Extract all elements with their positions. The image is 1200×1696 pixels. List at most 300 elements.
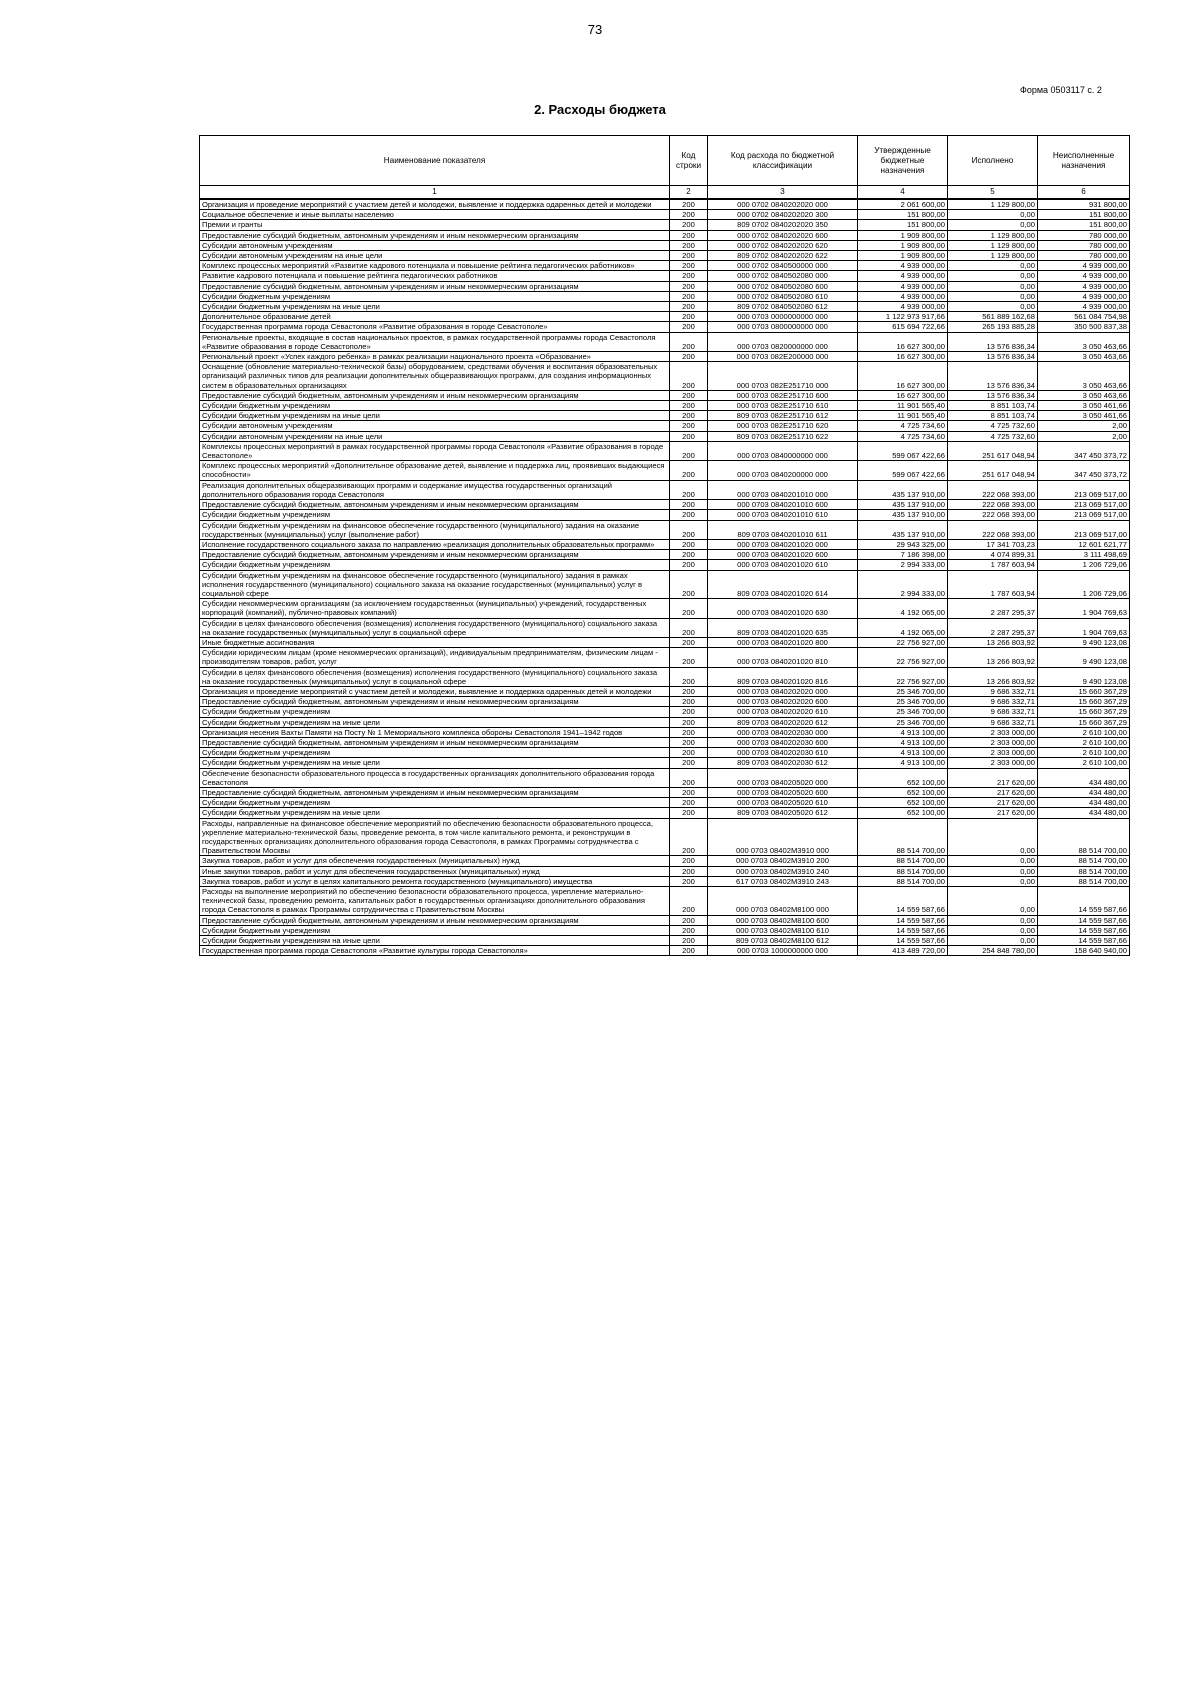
approved-amount-cell: 7 186 398,00: [858, 550, 948, 560]
executed-amount-cell: 2 303 000,00: [948, 758, 1038, 768]
executed-amount-cell: 0,00: [948, 271, 1038, 281]
line-code-cell: 200: [670, 441, 708, 460]
table-row: [200, 461, 1130, 480]
line-code-cell: 200: [670, 312, 708, 322]
unexecuted-amount-cell: 1 904 769,63: [1038, 599, 1130, 618]
classification-code-cell: 000 0703 0000000000 000: [708, 312, 858, 322]
approved-amount-cell: 435 137 910,00: [858, 480, 948, 499]
indicator-name-cell: Субсидии в целях финансового обеспечения (возмещения) исполнения государственного (муниципального) социального заказа на оказание государственных (муниципальных) услуг в социальной сфере: [200, 618, 670, 637]
unexecuted-amount-cell: 1 206 729,06: [1038, 570, 1130, 599]
unexecuted-amount-cell: 4 939 000,00: [1038, 281, 1130, 291]
table-row: [200, 798, 1130, 808]
line-code-cell: 200: [670, 352, 708, 362]
unexecuted-amount-cell: 12 601 621,77: [1038, 539, 1130, 549]
executed-amount-cell: 217 620,00: [948, 808, 1038, 818]
line-code-cell: 200: [670, 220, 708, 230]
table-row: [200, 312, 1130, 322]
executed-amount-cell: 0,00: [948, 302, 1038, 312]
unexecuted-amount-cell: 3 050 463,66: [1038, 352, 1130, 362]
classification-code-cell: 000 0703 0840201020 630: [708, 599, 858, 618]
indicator-name-cell: Субсидии бюджетным учреждениям на иные цели: [200, 302, 670, 312]
line-code-cell: 200: [670, 915, 708, 925]
unexecuted-amount-cell: 151 800,00: [1038, 220, 1130, 230]
executed-amount-cell: 1 787 603,94: [948, 560, 1038, 570]
classification-code-cell: 000 0702 0840202020 000: [708, 199, 858, 210]
executed-amount-cell: 9 686 332,71: [948, 707, 1038, 717]
unexecuted-amount-cell: 2 610 100,00: [1038, 727, 1130, 737]
column-number: 6: [1038, 186, 1130, 200]
unexecuted-amount-cell: 2 610 100,00: [1038, 758, 1130, 768]
classification-code-cell: 000 0703 0840202030 610: [708, 748, 858, 758]
line-code-cell: 200: [670, 230, 708, 240]
table-row: [200, 717, 1130, 727]
classification-code-cell: 000 0703 0840201010 600: [708, 500, 858, 510]
table-row: [200, 648, 1130, 667]
classification-code-cell: 000 0703 0840202030 000: [708, 727, 858, 737]
classification-code-cell: 809 0702 0840202020 350: [708, 220, 858, 230]
page-number: 73: [587, 22, 603, 37]
approved-amount-cell: 88 514 700,00: [858, 856, 948, 866]
executed-amount-cell: 561 889 162,68: [948, 312, 1038, 322]
approved-amount-cell: 435 137 910,00: [858, 520, 948, 539]
table-row: [200, 390, 1130, 400]
executed-amount-cell: 2 287 295,37: [948, 599, 1038, 618]
table-row: [200, 539, 1130, 549]
classification-code-cell: 000 0703 0840000000 000: [708, 441, 858, 460]
unexecuted-amount-cell: 347 450 373,72: [1038, 461, 1130, 480]
indicator-name-cell: Предоставление субсидий бюджетным, автономным учреждениям и иным некоммерческим организациям: [200, 230, 670, 240]
table-row: [200, 421, 1130, 431]
unexecuted-amount-cell: 931 800,00: [1038, 199, 1130, 210]
line-code-cell: 200: [670, 322, 708, 332]
line-code-cell: 200: [670, 697, 708, 707]
indicator-name-cell: Субсидии бюджетным учреждениям на иные цели: [200, 808, 670, 818]
line-code-cell: 200: [670, 808, 708, 818]
executed-amount-cell: 0,00: [948, 887, 1038, 916]
approved-amount-cell: 435 137 910,00: [858, 500, 948, 510]
unexecuted-amount-cell: 213 069 517,00: [1038, 500, 1130, 510]
executed-amount-cell: 2 303 000,00: [948, 748, 1038, 758]
indicator-name-cell: Закупка товаров, работ и услуг в целях капитального ремонта государственного (муниципального) имущества: [200, 876, 670, 886]
classification-code-cell: 000 0703 0840205020 600: [708, 787, 858, 797]
executed-amount-cell: 9 686 332,71: [948, 686, 1038, 696]
classification-code-cell: 000 0703 08402M3910 240: [708, 866, 858, 876]
unexecuted-amount-cell: 434 480,00: [1038, 768, 1130, 787]
approved-amount-cell: 11 901 565,40: [858, 411, 948, 421]
executed-amount-cell: 17 341 703,23: [948, 539, 1038, 549]
approved-amount-cell: 599 067 422,66: [858, 441, 948, 460]
executed-amount-cell: 254 848 780,00: [948, 946, 1038, 956]
unexecuted-amount-cell: 3 050 463,66: [1038, 362, 1130, 391]
executed-amount-cell: 0,00: [948, 936, 1038, 946]
approved-amount-cell: 29 943 325,00: [858, 539, 948, 549]
classification-code-cell: 000 0703 0840205020 000: [708, 768, 858, 787]
classification-code-cell: 000 0702 0840502080 610: [708, 291, 858, 301]
executed-amount-cell: 2 303 000,00: [948, 727, 1038, 737]
classification-code-cell: 809 0703 0840201020 635: [708, 618, 858, 637]
line-code-cell: 200: [670, 510, 708, 520]
classification-code-cell: 000 0703 08402M8100 000: [708, 887, 858, 916]
table-row: [200, 856, 1130, 866]
approved-amount-cell: 652 100,00: [858, 787, 948, 797]
approved-amount-cell: 2 994 333,00: [858, 570, 948, 599]
executed-amount-cell: 222 068 393,00: [948, 510, 1038, 520]
column-number: 2: [670, 186, 708, 200]
line-code-cell: 200: [670, 768, 708, 787]
unexecuted-amount-cell: 3 050 461,66: [1038, 401, 1130, 411]
unexecuted-amount-cell: 780 000,00: [1038, 251, 1130, 261]
approved-amount-cell: 14 559 587,66: [858, 925, 948, 935]
unexecuted-amount-cell: 780 000,00: [1038, 230, 1130, 240]
classification-code-cell: 000 0703 082E200000 000: [708, 352, 858, 362]
executed-amount-cell: 13 576 836,34: [948, 390, 1038, 400]
header-approved: Утвержденные бюджетные назначения: [858, 136, 948, 186]
unexecuted-amount-cell: 350 500 837,38: [1038, 322, 1130, 332]
table-row: [200, 925, 1130, 935]
indicator-name-cell: Субсидии бюджетным учреждениям на финансовое обеспечение государственного (муниципального) задания на оказание государственных (муниципальных) услуг (выполнение работ): [200, 520, 670, 539]
table-row: [200, 500, 1130, 510]
line-code-cell: 200: [670, 787, 708, 797]
line-code-cell: 200: [670, 637, 708, 647]
line-code-cell: 200: [670, 240, 708, 250]
classification-code-cell: 809 0703 0840202030 612: [708, 758, 858, 768]
line-code-cell: 200: [670, 946, 708, 956]
table-row: [200, 520, 1130, 539]
executed-amount-cell: 0,00: [948, 818, 1038, 856]
unexecuted-amount-cell: 4 939 000,00: [1038, 261, 1130, 271]
header-budget-classification: Код расхода по бюджетной классификации: [708, 136, 858, 186]
classification-code-cell: 809 0703 0840201020 816: [708, 667, 858, 686]
unexecuted-amount-cell: 4 939 000,00: [1038, 271, 1130, 281]
approved-amount-cell: 2 994 333,00: [858, 560, 948, 570]
indicator-name-cell: Оснащение (обновление материально-технической базы) оборудованием, средствами обучения и воспитания образовательных организаций различных типов для реализации дополнительных общеразвивающих программ, для создания информационных систем в образовательных организациях: [200, 362, 670, 391]
classification-code-cell: 000 0703 08402M3910 200: [708, 856, 858, 866]
classification-code-cell: 000 0703 0840202020 600: [708, 697, 858, 707]
approved-amount-cell: 14 559 587,66: [858, 887, 948, 916]
line-code-cell: 200: [670, 500, 708, 510]
table-row: [200, 251, 1130, 261]
indicator-name-cell: Субсидии в целях финансового обеспечения (возмещения) исполнения государственного (муниципального) социального заказа на оказание государственных (муниципальных) услуг в социальной сфере: [200, 667, 670, 686]
classification-code-cell: 809 0703 0840201010 611: [708, 520, 858, 539]
indicator-name-cell: Комплекс процессных мероприятий «Дополнительное образование детей, выявление и поддержка лиц, проявивших выдающиеся способности»: [200, 461, 670, 480]
executed-amount-cell: 217 620,00: [948, 787, 1038, 797]
executed-amount-cell: 0,00: [948, 261, 1038, 271]
executed-amount-cell: 222 068 393,00: [948, 500, 1038, 510]
indicator-name-cell: Предоставление субсидий бюджетным, автономным учреждениям и иным некоммерческим организациям: [200, 737, 670, 747]
executed-amount-cell: 4 074 899,31: [948, 550, 1038, 560]
table-row: [200, 560, 1130, 570]
classification-code-cell: 000 0703 08402M8100 610: [708, 925, 858, 935]
line-code-cell: 200: [670, 866, 708, 876]
approved-amount-cell: 435 137 910,00: [858, 510, 948, 520]
table-row: [200, 441, 1130, 460]
indicator-name-cell: Субсидии бюджетным учреждениям на иные цели: [200, 936, 670, 946]
approved-amount-cell: 599 067 422,66: [858, 461, 948, 480]
line-code-cell: 200: [670, 758, 708, 768]
executed-amount-cell: 1 787 603,94: [948, 570, 1038, 599]
approved-amount-cell: 25 346 700,00: [858, 717, 948, 727]
approved-amount-cell: 4 913 100,00: [858, 748, 948, 758]
expenses-table: [199, 135, 1130, 956]
table-row: [200, 697, 1130, 707]
classification-code-cell: 000 0703 0840201010 610: [708, 510, 858, 520]
indicator-name-cell: Предоставление субсидий бюджетным, автономным учреждениям и иным некоммерческим организациям: [200, 550, 670, 560]
approved-amount-cell: 151 800,00: [858, 220, 948, 230]
line-code-cell: 200: [670, 431, 708, 441]
unexecuted-amount-cell: 3 050 461,66: [1038, 411, 1130, 421]
classification-code-cell: 809 0703 0840202020 612: [708, 717, 858, 727]
line-code-cell: 200: [670, 727, 708, 737]
indicator-name-cell: Субсидии бюджетным учреждениям на иные цели: [200, 411, 670, 421]
indicator-name-cell: Субсидии бюджетным учреждениям: [200, 401, 670, 411]
classification-code-cell: 000 0703 0840202020 000: [708, 686, 858, 696]
executed-amount-cell: 2 303 000,00: [948, 737, 1038, 747]
indicator-name-cell: Расходы, направленные на финансовое обеспечение мероприятий по обеспечению безопасности образовательного процесса, укрепление материально-технической базы, проведение ремонта, в том числе капитального ремонта, и реконструкции в государственных организациях дополнительного образования города Севастополя, в рамках Программы сотрудничества с Правительством Москвы: [200, 818, 670, 856]
approved-amount-cell: 151 800,00: [858, 210, 948, 220]
table-row: [200, 431, 1130, 441]
approved-amount-cell: 4 939 000,00: [858, 271, 948, 281]
approved-amount-cell: 4 192 065,00: [858, 618, 948, 637]
header-executed: Исполнено: [948, 136, 1038, 186]
line-code-cell: 200: [670, 925, 708, 935]
line-code-cell: 200: [670, 362, 708, 391]
classification-code-cell: 809 0703 0840205020 612: [708, 808, 858, 818]
approved-amount-cell: 4 725 734,60: [858, 421, 948, 431]
line-code-cell: 200: [670, 876, 708, 886]
column-number-row: [200, 186, 1130, 200]
line-code-cell: 200: [670, 856, 708, 866]
executed-amount-cell: 13 266 803,92: [948, 637, 1038, 647]
indicator-name-cell: Субсидии автономным учреждениям: [200, 240, 670, 250]
classification-code-cell: 000 0703 0840205020 610: [708, 798, 858, 808]
unexecuted-amount-cell: 1 206 729,06: [1038, 560, 1130, 570]
indicator-name-cell: Предоставление субсидий бюджетным, автономным учреждениям и иным некоммерческим организациям: [200, 281, 670, 291]
line-code-cell: 200: [670, 421, 708, 431]
table-row: [200, 362, 1130, 391]
table-row: [200, 230, 1130, 240]
executed-amount-cell: 0,00: [948, 876, 1038, 886]
unexecuted-amount-cell: 14 559 587,66: [1038, 887, 1130, 916]
table-row: [200, 618, 1130, 637]
executed-amount-cell: 13 266 803,92: [948, 667, 1038, 686]
line-code-cell: 200: [670, 550, 708, 560]
indicator-name-cell: Государственная программа города Севастополя «Развитие образования в городе Севастополе»: [200, 322, 670, 332]
executed-amount-cell: 13 266 803,92: [948, 648, 1038, 667]
executed-amount-cell: 8 851 103,74: [948, 401, 1038, 411]
indicator-name-cell: Организация несения Вахты Памяти на Посту № 1 Мемориального комплекса обороны Севастополя 1941–1942 годов: [200, 727, 670, 737]
indicator-name-cell: Дополнительное образование детей: [200, 312, 670, 322]
indicator-name-cell: Предоставление субсидий бюджетным, автономным учреждениям и иным некоммерческим организациям: [200, 500, 670, 510]
unexecuted-amount-cell: 14 559 587,66: [1038, 925, 1130, 935]
line-code-cell: 200: [670, 261, 708, 271]
unexecuted-amount-cell: 88 514 700,00: [1038, 818, 1130, 856]
classification-code-cell: 000 0703 0840201020 610: [708, 560, 858, 570]
header-indicator-name: Наименование показателя: [200, 136, 670, 186]
indicator-name-cell: Обеспечение безопасности образовательного процесса в государственных организациях дополнительного образования города Севастополя: [200, 768, 670, 787]
classification-code-cell: 000 0703 0840202030 600: [708, 737, 858, 747]
executed-amount-cell: 2 287 295,37: [948, 618, 1038, 637]
classification-code-cell: 000 0703 0840201020 810: [708, 648, 858, 667]
column-number: 5: [948, 186, 1038, 200]
classification-code-cell: 000 0703 0840200000 000: [708, 461, 858, 480]
approved-amount-cell: 25 346 700,00: [858, 686, 948, 696]
approved-amount-cell: 14 559 587,66: [858, 915, 948, 925]
approved-amount-cell: 22 756 927,00: [858, 667, 948, 686]
indicator-name-cell: Региональные проекты, входящие в состав национальных проектов, в рамках государственной программы города Севастополя «Развитие образования в городе Севастополе»: [200, 332, 670, 351]
table-row: [200, 768, 1130, 787]
indicator-name-cell: Предоставление субсидий бюджетным, автономным учреждениям и иным некоммерческим организациям: [200, 915, 670, 925]
unexecuted-amount-cell: 213 069 517,00: [1038, 510, 1130, 520]
line-code-cell: 200: [670, 798, 708, 808]
line-code-cell: 200: [670, 748, 708, 758]
approved-amount-cell: 4 913 100,00: [858, 727, 948, 737]
indicator-name-cell: Иные бюджетные ассигнования: [200, 637, 670, 647]
approved-amount-cell: 22 756 927,00: [858, 648, 948, 667]
indicator-name-cell: Исполнение государственного социального заказа по направлению «реализация дополнительных образовательных программ»: [200, 539, 670, 549]
indicator-name-cell: Иные закупки товаров, работ и услуг для обеспечения государственных (муниципальных) нужд: [200, 866, 670, 876]
executed-amount-cell: 13 576 836,34: [948, 352, 1038, 362]
classification-code-cell: 000 0703 1000000000 000: [708, 946, 858, 956]
approved-amount-cell: 4 939 000,00: [858, 281, 948, 291]
table-row: [200, 322, 1130, 332]
table-row: [200, 686, 1130, 696]
table-row: [200, 876, 1130, 886]
table-row: [200, 261, 1130, 271]
form-code: Форма 0503117 с. 2: [1020, 85, 1102, 95]
classification-code-cell: 000 0703 0840201020 800: [708, 637, 858, 647]
line-code-cell: 200: [670, 717, 708, 727]
column-number: 3: [708, 186, 858, 200]
table-row: [200, 401, 1130, 411]
indicator-name-cell: Субсидии бюджетным учреждениям: [200, 748, 670, 758]
line-code-cell: 200: [670, 887, 708, 916]
executed-amount-cell: 9 686 332,71: [948, 717, 1038, 727]
executed-amount-cell: 251 617 048,94: [948, 461, 1038, 480]
table-row: [200, 411, 1130, 421]
unexecuted-amount-cell: 9 490 123,08: [1038, 667, 1130, 686]
classification-code-cell: 000 0703 082E251710 620: [708, 421, 858, 431]
executed-amount-cell: 1 129 800,00: [948, 251, 1038, 261]
executed-amount-cell: 13 576 836,34: [948, 332, 1038, 351]
table-row: [200, 352, 1130, 362]
table-row: [200, 946, 1130, 956]
indicator-name-cell: Субсидии бюджетным учреждениям на иные цели: [200, 717, 670, 727]
unexecuted-amount-cell: 2,00: [1038, 431, 1130, 441]
unexecuted-amount-cell: 434 480,00: [1038, 798, 1130, 808]
line-code-cell: 200: [670, 667, 708, 686]
table-row: [200, 637, 1130, 647]
classification-code-cell: 000 0703 0820000000 000: [708, 332, 858, 351]
unexecuted-amount-cell: 2,00: [1038, 421, 1130, 431]
classification-code-cell: 000 0702 0840500000 000: [708, 261, 858, 271]
table-row: [200, 727, 1130, 737]
executed-amount-cell: 4 725 732,60: [948, 421, 1038, 431]
unexecuted-amount-cell: 434 480,00: [1038, 808, 1130, 818]
table-row: [200, 291, 1130, 301]
indicator-name-cell: Субсидии бюджетным учреждениям: [200, 925, 670, 935]
line-code-cell: 200: [670, 818, 708, 856]
line-code-cell: 200: [670, 461, 708, 480]
table-row: [200, 866, 1130, 876]
table-row: [200, 302, 1130, 312]
table-row: [200, 667, 1130, 686]
table-row: [200, 220, 1130, 230]
line-code-cell: 200: [670, 737, 708, 747]
line-code-cell: 200: [670, 332, 708, 351]
unexecuted-amount-cell: 88 514 700,00: [1038, 856, 1130, 866]
indicator-name-cell: Реализация дополнительных общеразвивающих программ и содержание имущества государственных организаций дополнительного образования города Севастополя: [200, 480, 670, 499]
table-row: [200, 915, 1130, 925]
classification-code-cell: 000 0703 0800000000 000: [708, 322, 858, 332]
table-row: [200, 510, 1130, 520]
indicator-name-cell: Комплексы процессных мероприятий в рамках государственной программы города Севастополя «Развитие образования в городе Севастополе»: [200, 441, 670, 460]
approved-amount-cell: 615 694 722,66: [858, 322, 948, 332]
unexecuted-amount-cell: 561 084 754,98: [1038, 312, 1130, 322]
executed-amount-cell: 0,00: [948, 210, 1038, 220]
table-row: [200, 240, 1130, 250]
indicator-name-cell: Предоставление субсидий бюджетным, автономным учреждениям и иным некоммерческим организациям: [200, 787, 670, 797]
approved-amount-cell: 652 100,00: [858, 798, 948, 808]
approved-amount-cell: 4 939 000,00: [858, 261, 948, 271]
unexecuted-amount-cell: 347 450 373,72: [1038, 441, 1130, 460]
approved-amount-cell: 16 627 300,00: [858, 332, 948, 351]
line-code-cell: 200: [670, 686, 708, 696]
line-code-cell: 200: [670, 390, 708, 400]
table-row: [200, 550, 1130, 560]
executed-amount-cell: 217 620,00: [948, 768, 1038, 787]
indicator-name-cell: Премии и гранты: [200, 220, 670, 230]
unexecuted-amount-cell: 151 800,00: [1038, 210, 1130, 220]
table-row: [200, 210, 1130, 220]
executed-amount-cell: 13 576 836,34: [948, 362, 1038, 391]
approved-amount-cell: 652 100,00: [858, 768, 948, 787]
executed-amount-cell: 0,00: [948, 925, 1038, 935]
header-row: [200, 136, 1130, 186]
table-row: [200, 737, 1130, 747]
table-row: [200, 936, 1130, 946]
executed-amount-cell: 265 193 885,28: [948, 322, 1038, 332]
approved-amount-cell: 1 909 800,00: [858, 230, 948, 240]
table-row: [200, 281, 1130, 291]
unexecuted-amount-cell: 3 111 498,69: [1038, 550, 1130, 560]
line-code-cell: 200: [670, 411, 708, 421]
executed-amount-cell: 1 129 800,00: [948, 240, 1038, 250]
table-row: [200, 199, 1130, 210]
classification-code-cell: 000 0702 0840202020 600: [708, 230, 858, 240]
indicator-name-cell: Субсидии автономным учреждениям на иные цели: [200, 251, 670, 261]
indicator-name-cell: Расходы на выполнение мероприятий по обеспечению безопасности образовательного процесса, укрепление материально-технической базы, проведению ремонта, капитальных работ в государственных организациях дополнительного образования города Севастополя в рамках Программы сотрудничества с Правительством Москвы: [200, 887, 670, 916]
line-code-cell: 200: [670, 210, 708, 220]
indicator-name-cell: Субсидии бюджетным учреждениям: [200, 798, 670, 808]
executed-amount-cell: 222 068 393,00: [948, 480, 1038, 499]
classification-code-cell: 809 0703 0840201020 614: [708, 570, 858, 599]
line-code-cell: 200: [670, 520, 708, 539]
unexecuted-amount-cell: 213 069 517,00: [1038, 520, 1130, 539]
line-code-cell: 200: [670, 539, 708, 549]
executed-amount-cell: 9 686 332,71: [948, 697, 1038, 707]
classification-code-cell: 000 0703 082E251710 600: [708, 390, 858, 400]
indicator-name-cell: Субсидии бюджетным учреждениям: [200, 291, 670, 301]
approved-amount-cell: 88 514 700,00: [858, 818, 948, 856]
executed-amount-cell: 0,00: [948, 281, 1038, 291]
line-code-cell: 200: [670, 936, 708, 946]
classification-code-cell: 809 0703 08402M8100 612: [708, 936, 858, 946]
line-code-cell: 200: [670, 570, 708, 599]
indicator-name-cell: Субсидии бюджетным учреждениям: [200, 560, 670, 570]
line-code-cell: 200: [670, 199, 708, 210]
indicator-name-cell: Субсидии бюджетным учреждениям: [200, 707, 670, 717]
executed-amount-cell: 1 129 800,00: [948, 199, 1038, 210]
